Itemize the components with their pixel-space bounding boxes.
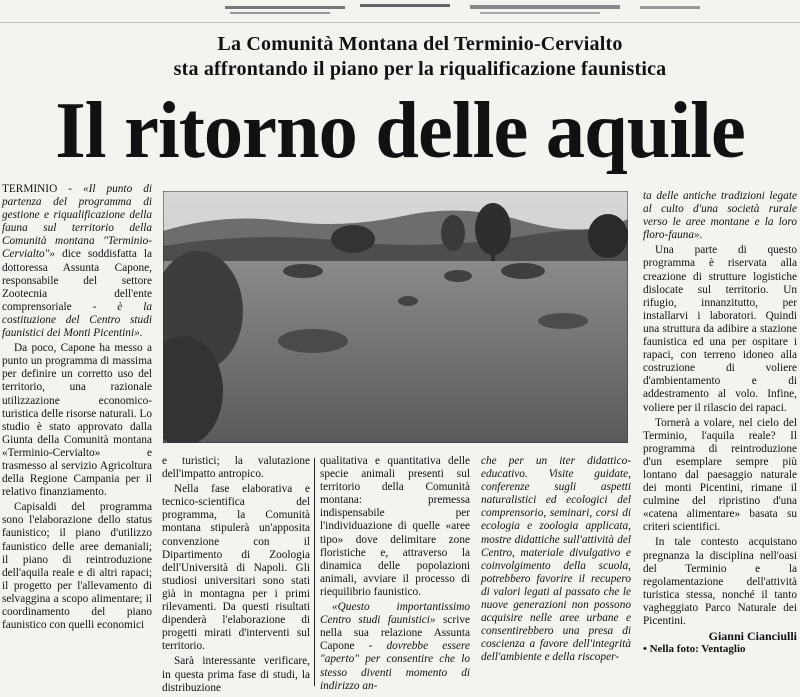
col1-quote: «Il punto di partenza del programma di gestione e riqualificazione della fauna sul territorio della Comunità montana "Terminio-Cervialto"»: [2, 183, 152, 261]
author-signature: Gianni Cianciulli: [708, 629, 797, 644]
col3-paragraph-2: [320, 601, 470, 693]
col3-paragraph-1: qualitativa e quantitativa delle specie animali presenti sul territorio della Comunità montana: premessa indispensabile per l'individuazione di quelle «aree tipo» dove delimitare zone floristiche e, attraverso la dinamica delle popolazioni animali, avviare il processo di riequilibrio faunistico.: [320, 455, 470, 598]
photo-caption: • Nella foto: Ventaglio: [643, 643, 746, 656]
col1-quote-end: è la costituzione del Centro studi faunistici dei Monti Picentini».: [2, 300, 152, 340]
col2-paragraph-1: e turistici; la valutazione dell'impatto antropico.: [162, 455, 310, 481]
dateline: TERMINIO -: [2, 183, 83, 195]
column-1: [2, 183, 152, 634]
col1-paragraph-2: Da poco, Capone ha messo a punto un programma di massima per definire un corretto uso del territorio, una razionale utilizzazione economico-turistica delle risorse naturali. Lo studio è stato approvato dalla Giunta della Comunità montana «Terminio-Cervialto» e trasmesso al servizio Agricoltura della Regione Campania per il relativo finanziamento.: [2, 342, 152, 499]
col1-attribution: dice soddisfatta la dottoressa Assunta Capone, responsabile del settore Zootecnia dell'ente comprensoriale -: [2, 248, 152, 313]
scan-header-noise: [0, 0, 800, 26]
kicker: [60, 32, 780, 82]
column-2: [162, 455, 310, 697]
col3-quote-end: dovrebbe essere "aperto" per consentire che lo stesso diventi momento di indirizzo an-: [320, 640, 471, 692]
col1-paragraph-1: [2, 183, 152, 340]
column-3: [320, 455, 470, 695]
col1-paragraph-3: Capisaldi del programma sono l'elaborazione dello status faunistico; il piano d'utilizzo faunistico delle aree demaniali; il piano di reintroduzione dell'aquila reale e di altri rapaci; il progetto per l'allevamento di selvaggina a scopo alimentare; il coordinamento del piano faunistico con quelli economici: [2, 501, 152, 632]
col2-paragraph-3: Sarà interessante verificare, in questa prima fase di studi, la distribuzione: [162, 655, 310, 694]
column-divider: [314, 458, 315, 686]
landscape-photo: [163, 191, 628, 443]
col5-paragraph-3: Tornerà a volare, nel cielo del Terminio, l'aquila reale? Il programma di reintroduzione d'un esemplare sempre più lontano dal paesaggio naturale dei monti Picentini, rimane il culmine del ripristino d'una «catena alimentare» basata su criteri scientifici.: [643, 416, 797, 534]
headline: Il ritorno delle aquile: [55, 87, 745, 175]
col3-attribution: scrive nella sua relazione Assunta Capone -: [320, 614, 470, 653]
col3-quote: «Questo importantissimo Centro studi faunistici»: [320, 601, 470, 627]
column-4: [481, 455, 631, 667]
column-5: [643, 190, 797, 656]
col5-paragraph-1: ta delle antiche tradizioni legate al culto d'una società rurale verso le aree montane e la loro floro-fauna».: [643, 190, 797, 242]
col5-paragraph-4: In tale contesto acquistano pregnanza la disciplina nell'oasi del Terminio e la regolamentazione dell'attività turistica stessa, nonché il tanto vagheggiato Parco Naturale dei Picentini.: [643, 536, 797, 627]
kicker-line-1: La Comunità Montana del Terminio-Cervialto: [217, 33, 623, 55]
col2-paragraph-2: Nella fase elaborativa e tecnico-scientifica del programma, la Comunità montana stipulerà un'apposita convenzione con il Dipartimento di Zoologia dell'Università di Napoli. Gli studiosi universitari sono stati già in montagna per i primi rilevamenti. Da questi risultati dipenderà l'elaborazione di progetti mirati d'interventi sul territorio.: [162, 483, 310, 653]
col4-paragraph-1: che per un iter didattico-educativo. Visite guidate, conferenze sugli aspetti naturalistici ed ecologici del comprensorio, seminari, corsi di ecologia e zoologia applicata, mostre didattiche sull'attività del Centro, materiale divulgativo e coinvolgimento della scuola, potrebbero favorire il recupero di valori legati al passato che le nuove generazioni non possono acquisire nelle aree urbane e consentirebbero una presa di coscienza a favore dell'integrità dell'ambiente e della riscoper-: [481, 455, 631, 664]
col5-paragraph-2: Una parte di questo programma è riservata alla creazione di strutture logistiche dislocate sul territorio. Un rifugio, innanzitutto, per installarvi i laboratori. Quindi una struttura da adibire a stazione faunistica ed una per ospitare i rapaci, con terreno idoneo alla costruzione di voliere d'ambientamento e di addestramento al volo. Infine, voliere per il rilascio dei rapaci.: [643, 244, 797, 414]
kicker-line-2: sta affrontando il piano per la riqualificazione faunistica: [173, 58, 667, 80]
